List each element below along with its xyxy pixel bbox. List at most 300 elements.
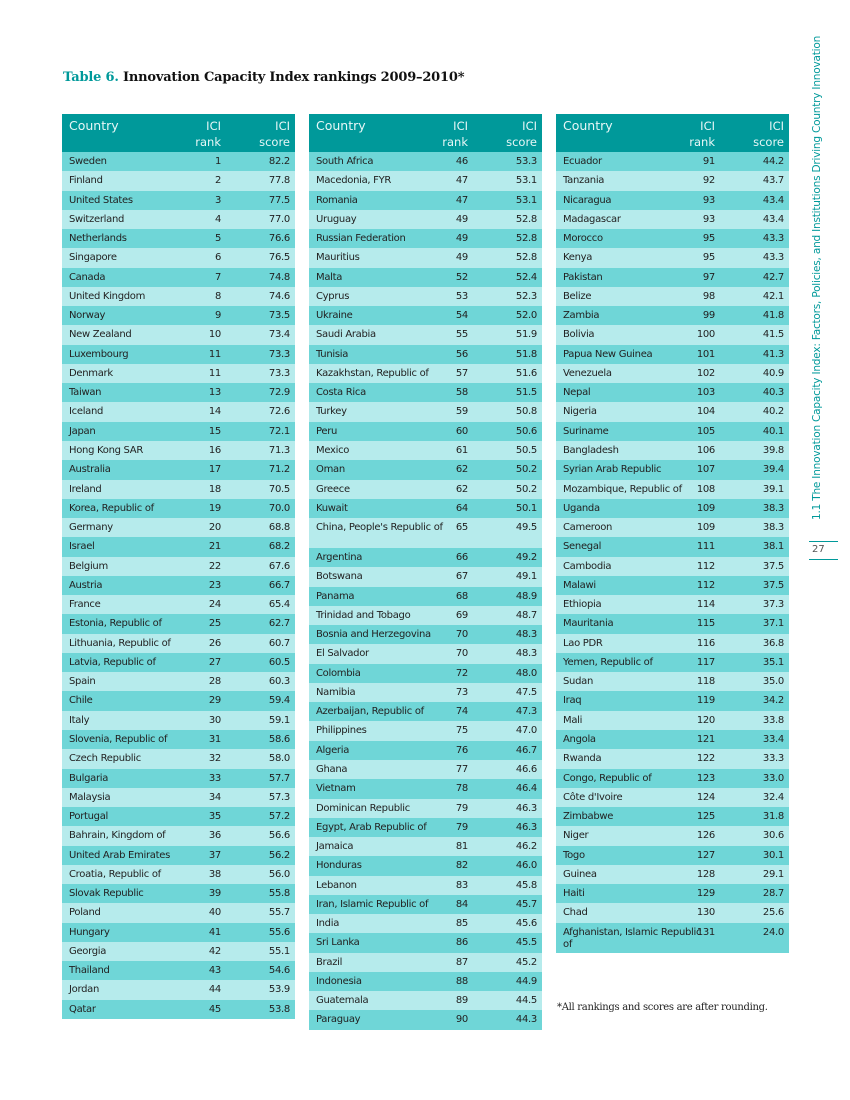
ici-score: 40.2 (762, 406, 784, 418)
ici-score: 48.9 (515, 590, 537, 602)
ici-score: 53.1 (515, 175, 537, 187)
ici-rank: 44 (208, 984, 221, 996)
ici-rank: 85 (455, 918, 468, 930)
ici-rank: 1 (214, 156, 221, 167)
table-row (556, 788, 789, 807)
ici-rank: 38 (208, 868, 221, 880)
table-row (62, 711, 295, 730)
ici-rank: 11 (208, 367, 221, 379)
ici-rank: 32 (208, 753, 221, 765)
ici-score: 52.4 (515, 271, 537, 283)
country-name: Lao PDR (563, 637, 603, 649)
country-name: Hungary (69, 926, 110, 938)
table-row (556, 730, 789, 749)
ici-rank: 100 (696, 329, 715, 341)
ici-rank: 120 (696, 714, 715, 726)
country-name: Kazakhstan, Republic of (316, 367, 429, 379)
ici-score: 45.6 (515, 918, 537, 930)
country-name: Peru (316, 425, 338, 437)
ici-rank: 107 (696, 464, 715, 476)
table-row (62, 691, 295, 710)
country-name: Chad (563, 907, 588, 919)
country-name: Suriname (563, 425, 609, 437)
ici-score: 51.9 (515, 329, 537, 341)
country-name: Slovenia, Republic of (69, 733, 168, 745)
header-score-bottom: score (259, 135, 290, 149)
ici-rank: 26 (208, 637, 221, 649)
country-name: Kenya (563, 252, 593, 264)
table-row (309, 1010, 542, 1029)
country-name: Honduras (316, 860, 362, 872)
ici-score: 43.3 (762, 233, 784, 245)
table-row (309, 325, 542, 344)
page-number: 27 (812, 544, 825, 555)
country-name: India (316, 918, 340, 930)
table-row (556, 441, 789, 460)
ici-score: 40.3 (762, 387, 784, 399)
country-name: Spain (69, 676, 96, 688)
country-name: Chile (69, 695, 93, 707)
ici-score: 44.3 (515, 1014, 537, 1026)
ici-score: 37.5 (762, 579, 784, 591)
ici-rank: 40 (208, 907, 221, 919)
table-row (62, 422, 295, 441)
ici-score: 45.8 (515, 879, 537, 891)
table-row (556, 691, 789, 710)
country-name: New Zealand (69, 329, 132, 341)
ici-rank: 89 (455, 995, 468, 1007)
table-row (309, 402, 542, 421)
ici-rank: 49 (455, 213, 468, 225)
ici-score: 56.6 (268, 830, 290, 842)
table-row (309, 702, 542, 721)
table-row (62, 171, 295, 190)
header-score (506, 118, 537, 150)
table-row (309, 587, 542, 606)
ici-rank: 116 (696, 637, 715, 649)
ici-score: 50.6 (515, 425, 537, 437)
country-name: Rwanda (563, 753, 602, 765)
ici-rank: 82 (455, 860, 468, 872)
country-name: Namibia (316, 686, 356, 698)
country-name: Norway (69, 310, 106, 322)
header-rank-bottom: rank (442, 135, 468, 149)
country-name: Madagascar (563, 213, 621, 225)
ici-rank: 61 (455, 444, 468, 456)
ici-score: 30.6 (762, 830, 784, 842)
ici-score: 25.6 (762, 907, 784, 919)
table-row (556, 614, 789, 633)
table-row (309, 306, 542, 325)
ici-rank: 29 (208, 695, 221, 707)
ici-score: 39.4 (762, 464, 784, 476)
table-row (62, 402, 295, 421)
ici-score: 74.8 (268, 271, 290, 283)
table-row (309, 518, 542, 548)
ici-score: 52.8 (515, 213, 537, 225)
ici-rank: 2 (214, 175, 221, 187)
table-row (309, 933, 542, 952)
table-row (309, 460, 542, 479)
table-row (309, 567, 542, 586)
ranking-table-2 (309, 114, 542, 1030)
ici-score: 59.1 (268, 714, 290, 726)
country-name: Netherlands (69, 233, 127, 245)
ici-rank: 15 (208, 425, 221, 437)
country-name: Angola (563, 733, 596, 745)
table-row (62, 653, 295, 672)
ici-rank: 9 (214, 310, 221, 322)
ici-rank: 122 (696, 753, 715, 765)
ici-score: 46.3 (515, 802, 537, 814)
ici-rank: 112 (696, 560, 715, 572)
table-row (556, 518, 789, 537)
ici-rank: 73 (455, 686, 468, 698)
ici-rank: 62 (455, 464, 468, 476)
country-name: United Kingdom (69, 290, 146, 302)
country-name: Sudan (563, 676, 593, 688)
ici-score: 44.9 (515, 975, 537, 987)
table-row (556, 846, 789, 865)
country-name: Finland (69, 175, 103, 187)
ici-score: 65.4 (268, 599, 290, 611)
ici-score: 41.5 (762, 329, 784, 341)
table-row (309, 799, 542, 818)
table-row (309, 644, 542, 663)
table-row (556, 672, 789, 691)
ici-score: 46.6 (515, 763, 537, 775)
table-row (309, 818, 542, 837)
ici-rank: 54 (455, 310, 468, 322)
table-row (556, 306, 789, 325)
ici-score: 34.2 (762, 695, 784, 707)
ici-score: 56.2 (268, 849, 290, 861)
country-name: Saudi Arabia (316, 329, 376, 341)
ici-rank: 103 (696, 387, 715, 399)
table-row (556, 653, 789, 672)
ici-score: 30.1 (762, 849, 784, 861)
table-row (309, 625, 542, 644)
ici-rank: 37 (208, 849, 221, 861)
table-row (556, 634, 789, 653)
header-rank-top: ICI (453, 119, 468, 133)
country-name: Iran, Islamic Republic of (316, 898, 429, 910)
table-row (62, 306, 295, 325)
ici-rank: 34 (208, 791, 221, 803)
table-row (309, 248, 542, 267)
country-name: United States (69, 194, 133, 206)
country-name: Singapore (69, 252, 117, 264)
ici-score: 43.4 (762, 194, 784, 206)
country-name: Tunisia (316, 348, 349, 360)
ici-rank: 75 (455, 725, 468, 737)
ici-score: 29.1 (762, 868, 784, 880)
table-row (62, 730, 295, 749)
ici-score: 47.3 (515, 706, 537, 718)
country-name: Hong Kong SAR (69, 444, 143, 456)
ici-rank: 86 (455, 937, 468, 949)
table-row (62, 441, 295, 460)
country-name: Malta (316, 271, 343, 283)
country-name: Dominican Republic (316, 802, 410, 814)
country-name: France (69, 599, 101, 611)
country-name: Panama (316, 590, 355, 602)
table-row (556, 537, 789, 556)
ici-score: 68.8 (268, 522, 290, 534)
table-row (62, 191, 295, 210)
ici-score: 72.9 (268, 387, 290, 399)
ici-score: 46.2 (515, 841, 537, 853)
table-row (556, 210, 789, 229)
country-name: Haiti (563, 888, 585, 900)
ici-rank: 57 (455, 367, 468, 379)
table-caption: Innovation Capacity Index rankings 2009–2010* (122, 70, 465, 85)
divider (809, 559, 838, 560)
ici-rank: 130 (696, 907, 715, 919)
country-name: Guatemala (316, 995, 369, 1007)
country-name: Poland (69, 907, 101, 919)
ici-score: 47.0 (515, 725, 537, 737)
table-row (62, 480, 295, 499)
ici-rank: 126 (696, 830, 715, 842)
ici-rank: 109 (696, 522, 715, 534)
country-name: Indonesia (316, 975, 362, 987)
ici-score: 42.1 (762, 290, 784, 302)
table-row (309, 287, 542, 306)
ici-score: 73.4 (268, 329, 290, 341)
header-rank-top: ICI (700, 119, 715, 133)
table-row (556, 152, 789, 171)
ici-rank: 24 (208, 599, 221, 611)
ici-rank: 31 (208, 733, 221, 745)
ici-rank: 79 (455, 821, 468, 833)
ici-score: 31.8 (762, 811, 784, 823)
header-rank (442, 118, 468, 150)
ici-score: 35.0 (762, 676, 784, 688)
ici-rank: 45 (208, 1003, 221, 1015)
ici-score: 57.7 (268, 772, 290, 784)
ici-score: 37.1 (762, 618, 784, 630)
table-row (556, 749, 789, 768)
ici-rank: 64 (455, 502, 468, 514)
ici-score: 53.3 (515, 156, 537, 167)
header-country: Country (69, 118, 119, 133)
ici-rank: 42 (208, 945, 221, 957)
ici-rank: 7 (214, 271, 221, 283)
ici-score: 60.5 (268, 656, 290, 668)
ici-score: 55.7 (268, 907, 290, 919)
ici-rank: 78 (455, 783, 468, 795)
country-name: Mozambique, Republic of (563, 483, 682, 495)
table-row (309, 229, 542, 248)
table-header (309, 114, 542, 152)
country-name: Egypt, Arab Republic of (316, 821, 427, 833)
country-name: Congo, Republic of (563, 772, 652, 784)
footnote: *All rankings and scores are after rounding. (557, 1002, 768, 1013)
ici-rank: 119 (696, 695, 715, 707)
header-rank-bottom: rank (689, 135, 715, 149)
ici-rank: 81 (455, 841, 468, 853)
country-name: Uganda (563, 502, 600, 514)
table-row (62, 499, 295, 518)
table-row (62, 826, 295, 845)
table-row (62, 345, 295, 364)
table-row (556, 557, 789, 576)
table-row (62, 788, 295, 807)
divider (809, 541, 838, 542)
country-name: Guinea (563, 868, 597, 880)
table-row (556, 576, 789, 595)
country-name: Afghanistan, Islamic Republic of (563, 926, 702, 950)
ici-rank: 70 (455, 629, 468, 641)
ici-rank: 22 (208, 560, 221, 572)
ici-score: 57.2 (268, 811, 290, 823)
country-name: Costa Rica (316, 387, 366, 399)
ici-score: 43.3 (762, 252, 784, 264)
table-row (309, 779, 542, 798)
header-score (259, 118, 290, 150)
country-name: Jordan (69, 984, 100, 996)
table-row (62, 942, 295, 961)
ici-rank: 104 (696, 406, 715, 418)
country-name: Bangladesh (563, 444, 619, 456)
country-name: Estonia, Republic of (69, 618, 162, 630)
ici-rank: 43 (208, 965, 221, 977)
country-name: Mexico (316, 444, 350, 456)
country-name: Australia (69, 464, 111, 476)
table-row (62, 152, 295, 171)
ici-rank: 62 (455, 483, 468, 495)
ici-score: 33.8 (762, 714, 784, 726)
country-name: Brazil (316, 956, 343, 968)
ici-score: 47.5 (515, 686, 537, 698)
ici-rank: 118 (696, 676, 715, 688)
table-row (309, 856, 542, 875)
ici-rank: 25 (208, 618, 221, 630)
country-name: Venezuela (563, 367, 612, 379)
table-row (62, 537, 295, 556)
ranking-table-1 (62, 114, 295, 1019)
table-row (309, 914, 542, 933)
ici-rank: 93 (702, 194, 715, 206)
ici-rank: 52 (455, 271, 468, 283)
country-name: Mauritania (563, 618, 614, 630)
ici-score: 58.0 (268, 753, 290, 765)
ici-score: 49.1 (515, 571, 537, 583)
table-row (309, 152, 542, 171)
ici-rank: 17 (208, 464, 221, 476)
ici-rank: 131 (696, 926, 715, 938)
country-name: Ecuador (563, 156, 602, 167)
ici-score: 74.6 (268, 290, 290, 302)
header-rank-top: ICI (206, 119, 221, 133)
ici-score: 70.5 (268, 483, 290, 495)
country-name: Ukraine (316, 310, 353, 322)
ici-score: 46.4 (515, 783, 537, 795)
ici-score: 44.5 (515, 995, 537, 1007)
ici-score: 48.3 (515, 629, 537, 641)
ici-score: 71.2 (268, 464, 290, 476)
table-row (309, 741, 542, 760)
table-row (556, 191, 789, 210)
table-row (309, 441, 542, 460)
table-row (309, 268, 542, 287)
table-row (556, 460, 789, 479)
country-name: Switzerland (69, 213, 125, 225)
ici-score: 68.2 (268, 541, 290, 553)
table-row (309, 895, 542, 914)
country-name: Belize (563, 290, 592, 302)
country-name: Sweden (69, 156, 107, 167)
country-name: Argentina (316, 552, 363, 564)
ici-score: 70.0 (268, 502, 290, 514)
header-score (753, 118, 784, 150)
ici-score: 56.0 (268, 868, 290, 880)
table-row (62, 846, 295, 865)
table-row (62, 576, 295, 595)
ici-rank: 16 (208, 444, 221, 456)
table-row (62, 769, 295, 788)
ici-rank: 20 (208, 522, 221, 534)
country-name: Thailand (69, 965, 110, 977)
table-row (62, 980, 295, 999)
ici-score: 51.6 (515, 367, 537, 379)
table-row (309, 721, 542, 740)
ici-rank: 58 (455, 387, 468, 399)
table-row (556, 480, 789, 499)
table-row (309, 991, 542, 1010)
ici-score: 72.1 (268, 425, 290, 437)
table-header (62, 114, 295, 152)
ici-score: 59.4 (268, 695, 290, 707)
country-name: Malaysia (69, 791, 111, 803)
ici-rank: 117 (696, 656, 715, 668)
country-name: Mali (563, 714, 583, 726)
ici-score: 43.7 (762, 175, 784, 187)
ici-rank: 13 (208, 387, 221, 399)
running-header: 1.1 The Innovation Capacity Index: Factors, Policies, and Institutions Driving Country Innovation (811, 35, 823, 520)
table-row (556, 884, 789, 903)
ici-rank: 28 (208, 676, 221, 688)
table-row (309, 480, 542, 499)
table-row (62, 614, 295, 633)
ici-score: 42.7 (762, 271, 784, 283)
ici-score: 51.8 (515, 348, 537, 360)
table-row (556, 807, 789, 826)
ici-rank: 6 (214, 252, 221, 264)
table-number: Table 6. (63, 70, 119, 85)
ici-score: 53.9 (268, 984, 290, 996)
ici-score: 76.5 (268, 252, 290, 264)
table-row (62, 634, 295, 653)
ici-score: 38.1 (762, 541, 784, 553)
ici-rank: 95 (702, 233, 715, 245)
table-row (309, 972, 542, 991)
country-name: Azerbaijan, Republic of (316, 706, 424, 718)
ici-rank: 67 (455, 571, 468, 583)
table-row (309, 683, 542, 702)
ici-rank: 49 (455, 252, 468, 264)
ici-score: 71.3 (268, 444, 290, 456)
ici-rank: 69 (455, 609, 468, 621)
table-row (309, 171, 542, 190)
ici-score: 40.1 (762, 425, 784, 437)
ici-rank: 53 (455, 290, 468, 302)
ici-score: 38.3 (762, 522, 784, 534)
country-name: Qatar (69, 1003, 96, 1015)
table-title (63, 70, 464, 85)
country-name: Lebanon (316, 879, 357, 891)
